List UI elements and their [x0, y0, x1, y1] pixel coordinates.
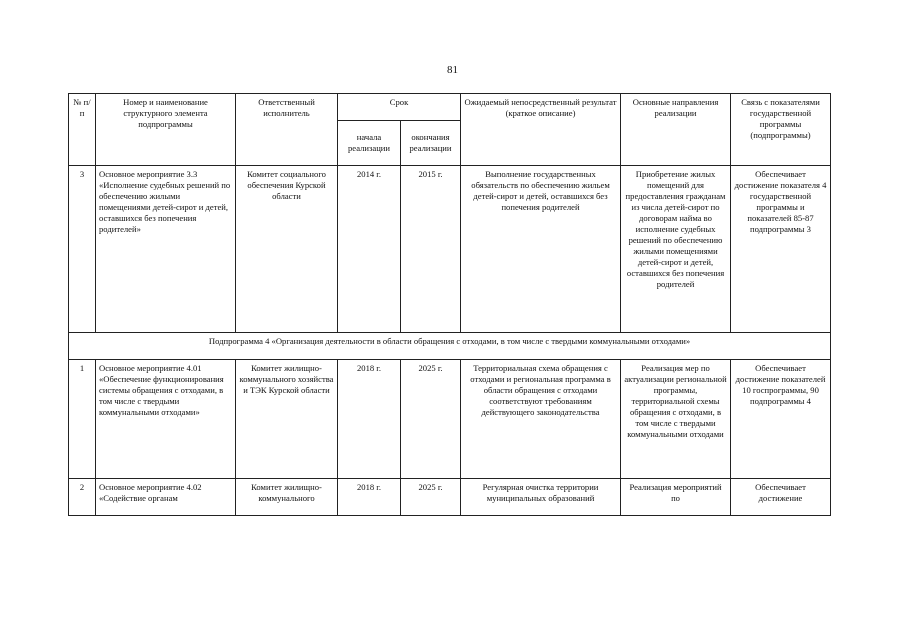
row-link: Обеспечивает достижение показателя 4 государственной программы и показателей 85-87 подпрограммы 3 — [731, 166, 831, 333]
row-link: Обеспечивает достижение — [731, 479, 831, 516]
header-num: № п/п — [69, 94, 96, 166]
row-end: 2015 г. — [401, 166, 461, 333]
row-directions: Приобретение жилых помещений для предоставления гражданам из числа детей-сирот по договорам найма во исполнение судебных решений по обеспечению жилыми помещениями детей-сирот и детей, оставшихся без попечения родителей — [621, 166, 731, 333]
page-number: 81 — [447, 64, 458, 76]
row-result: Регулярная очистка территории муниципальных образований — [461, 479, 621, 516]
section-row — [69, 333, 831, 360]
header-term-end: окончания реализации — [401, 121, 461, 166]
row-start: 2014 г. — [338, 166, 401, 333]
row-start: 2018 г. — [338, 479, 401, 516]
row-directions: Реализация мер по актуализации региональной программы, территориальной схемы обращения с отходами, в том числе с твердыми коммунальными отходами — [621, 360, 731, 479]
header-responsible: Ответственный исполнитель — [236, 94, 338, 166]
header-result: Ожидаемый непосредственный результат (краткое описание) — [461, 94, 621, 166]
header-directions: Основные направления реализации — [621, 94, 731, 166]
header-link: Связь с показателями государственной программы (подпрограммы) — [731, 94, 831, 166]
row-result: Выполнение государственных обязательств по обеспечению жильем детей-сирот и детей, оставшихся без попечения родителей — [461, 166, 621, 333]
row-link: Обеспечивает достижение показателей 10 госпрограммы, 90 подпрограммы 4 — [731, 360, 831, 479]
header-row — [69, 94, 831, 121]
row-name: Основное мероприятие 3.3 «Исполнение судебных решений по обеспечению жилыми помещениями детей-сирот и детей, оставшихся без попечения родителей» — [96, 166, 236, 333]
table-row — [69, 479, 831, 516]
row-end: 2025 г. — [401, 479, 461, 516]
header-term-start: начала реализации — [338, 121, 401, 166]
row-responsible: Комитет жилищно-коммунального — [236, 479, 338, 516]
row-result: Территориальная схема обращения с отходами и региональная программа в области обращения с отходами соответствуют требованиям действующего законодательства — [461, 360, 621, 479]
row-name: Основное мероприятие 4.01 «Обеспечение функционирования системы обращения с отходами, в том числе с твердыми коммунальными отходами» — [96, 360, 236, 479]
table-row — [69, 166, 831, 333]
program-table — [68, 93, 831, 516]
header-term: Срок — [338, 94, 461, 121]
row-responsible: Комитет социального обеспечения Курской области — [236, 166, 338, 333]
row-start: 2018 г. — [338, 360, 401, 479]
header-name: Номер и наименование структурного элемента подпрограммы — [96, 94, 236, 166]
row-responsible: Комитет жилищно-коммунального хозяйства и ТЭК Курской области — [236, 360, 338, 479]
row-num: 2 — [69, 479, 96, 516]
row-end: 2025 г. — [401, 360, 461, 479]
row-name: Основное мероприятие 4.02 «Содействие органам — [96, 479, 236, 516]
row-num: 3 — [69, 166, 96, 333]
row-num: 1 — [69, 360, 96, 479]
section-title: Подпрограмма 4 «Организация деятельности в области обращения с отходами, в том числе с твердыми коммунальными отходами» — [69, 333, 831, 360]
row-directions: Реализация мероприятий по — [621, 479, 731, 516]
table-row — [69, 360, 831, 479]
